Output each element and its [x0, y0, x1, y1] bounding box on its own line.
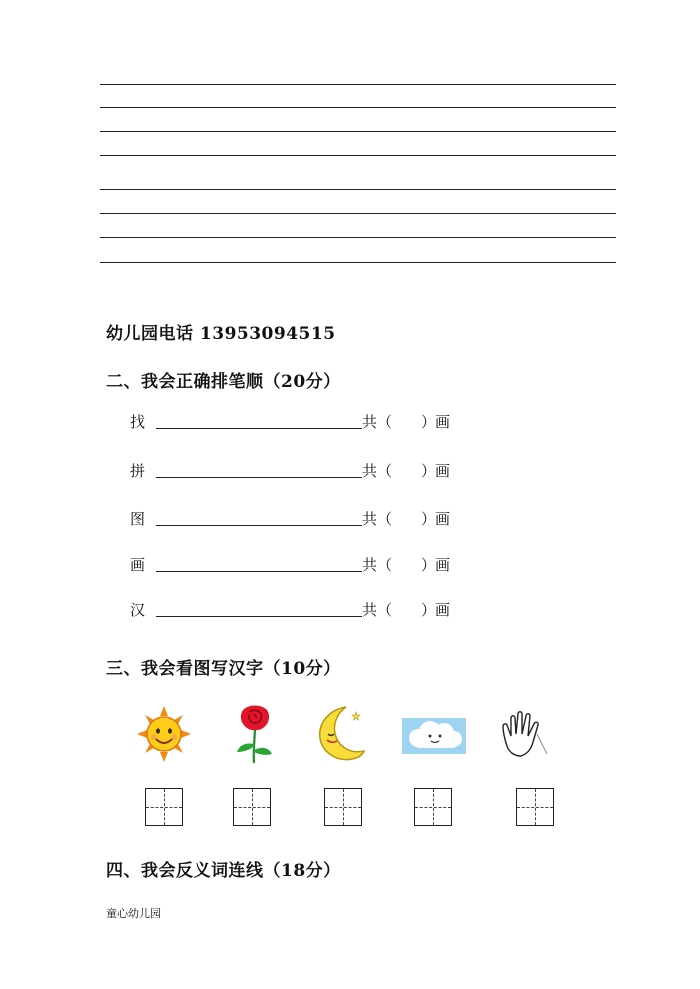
writing-box[interactable] [516, 788, 554, 826]
writing-line[interactable] [100, 262, 616, 263]
writing-line[interactable] [100, 131, 616, 132]
stroke-count-close: ） [421, 413, 437, 431]
stroke-count-unit: 画 [435, 413, 451, 431]
writing-line[interactable] [100, 213, 616, 214]
footer-school-name: 童心幼儿园 [106, 907, 161, 920]
stroke-answer-blank[interactable] [156, 571, 362, 572]
target-character: 找 [130, 413, 146, 431]
writing-line[interactable] [100, 155, 616, 156]
writing-box[interactable] [414, 788, 452, 826]
section-2-title: 二、我会正确排笔顺（20分） [106, 372, 341, 392]
writing-line[interactable] [100, 237, 616, 238]
stroke-answer-blank[interactable] [156, 525, 362, 526]
writing-line[interactable] [100, 107, 616, 108]
writing-box[interactable] [324, 788, 362, 826]
section-4-title: 四、我会反义词连线（18分） [106, 861, 341, 881]
stroke-count-close: ） [421, 556, 437, 574]
stroke-count-close: ） [421, 510, 437, 528]
target-character: 画 [130, 556, 146, 574]
sun-icon [135, 704, 193, 764]
stroke-count-close: ） [421, 601, 437, 619]
cloud-icon [400, 704, 468, 764]
stroke-count-unit: 画 [435, 462, 451, 480]
hand-icon [497, 704, 555, 764]
target-character: 图 [130, 510, 146, 528]
stroke-count-unit: 画 [435, 510, 451, 528]
stroke-answer-blank[interactable] [156, 477, 362, 478]
writing-line[interactable] [100, 189, 616, 190]
target-character: 拼 [130, 462, 146, 480]
writing-line[interactable] [100, 84, 616, 85]
stroke-count-open: 共（ [362, 510, 393, 528]
stroke-count-unit: 画 [435, 556, 451, 574]
section-3-title: 三、我会看图写汉字（10分） [106, 659, 341, 679]
stroke-count-open: 共（ [362, 413, 393, 431]
stroke-count-open: 共（ [362, 556, 393, 574]
stroke-answer-blank[interactable] [156, 616, 362, 617]
flower-icon [225, 704, 283, 764]
writing-box[interactable] [145, 788, 183, 826]
writing-box[interactable] [233, 788, 271, 826]
stroke-count-close: ） [421, 462, 437, 480]
stroke-count-open: 共（ [362, 601, 393, 619]
stroke-count-open: 共（ [362, 462, 393, 480]
phone-line: 幼儿园电话 13953094515 [106, 324, 336, 344]
moon-icon [310, 704, 368, 764]
target-character: 汉 [130, 601, 146, 619]
stroke-answer-blank[interactable] [156, 428, 362, 429]
stroke-count-unit: 画 [435, 601, 451, 619]
